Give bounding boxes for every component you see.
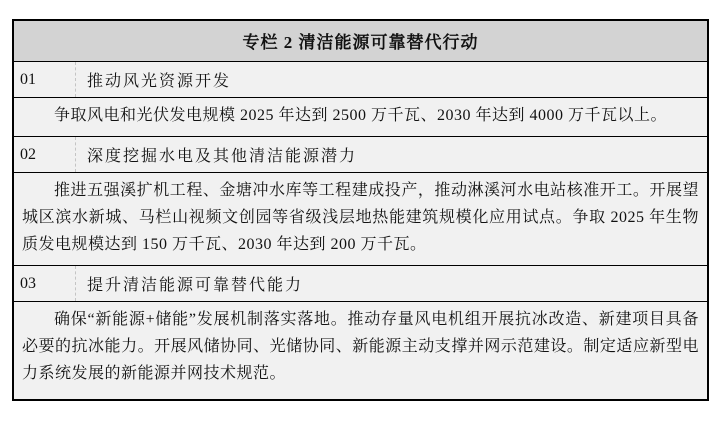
section-03-body [14,302,707,399]
section-02-body [14,173,707,266]
policy-box-table [12,19,709,401]
section-02-number: 02 [14,137,76,172]
section-01-heading-row [14,62,707,98]
section-01-body-text: 争取风电和光伏发电规模 2025 年达到 2500 万千瓦、2030 年达到 4000 万千瓦以上。 [54,107,668,124]
section-02-heading: 深度挖掘水电及其他清洁能源潜力 [87,148,358,165]
section-01 [14,62,707,137]
section-02-body-text: 推进五强溪扩机工程、金塘冲水库等工程建成投产，推动淋溪河水电站核准开工。开展望城区滨水新城、马栏山视频文创园等省级浅层地热能建筑规模化应用试点。争取 2025 年生物质发电规模达到 150 万千瓦、2030 年达到 200 万千瓦。 [22,182,699,253]
section-02-heading-row [14,137,707,173]
section-03-number: 03 [14,266,76,301]
table-title: 专栏 2 清洁能源可靠替代行动 [14,21,707,62]
section-03 [14,266,707,399]
section-01-heading: 推动风光资源开发 [87,73,232,90]
section-02 [14,137,707,266]
section-03-heading-row [14,266,707,302]
section-03-body-text: 确保“新能源+储能”发展机制落实落地。推动存量风电机组开展抗冰改造、新建项目具备必要的抗冰能力。开展风储协同、光储协同、新能源主动支撑并网示范建设。制定适应新型电力系统发展的新能源并网技术规范。 [22,311,699,382]
section-01-body [14,98,707,137]
section-01-number: 01 [14,62,76,97]
section-03-heading: 提升清洁能源可靠替代能力 [87,277,304,294]
